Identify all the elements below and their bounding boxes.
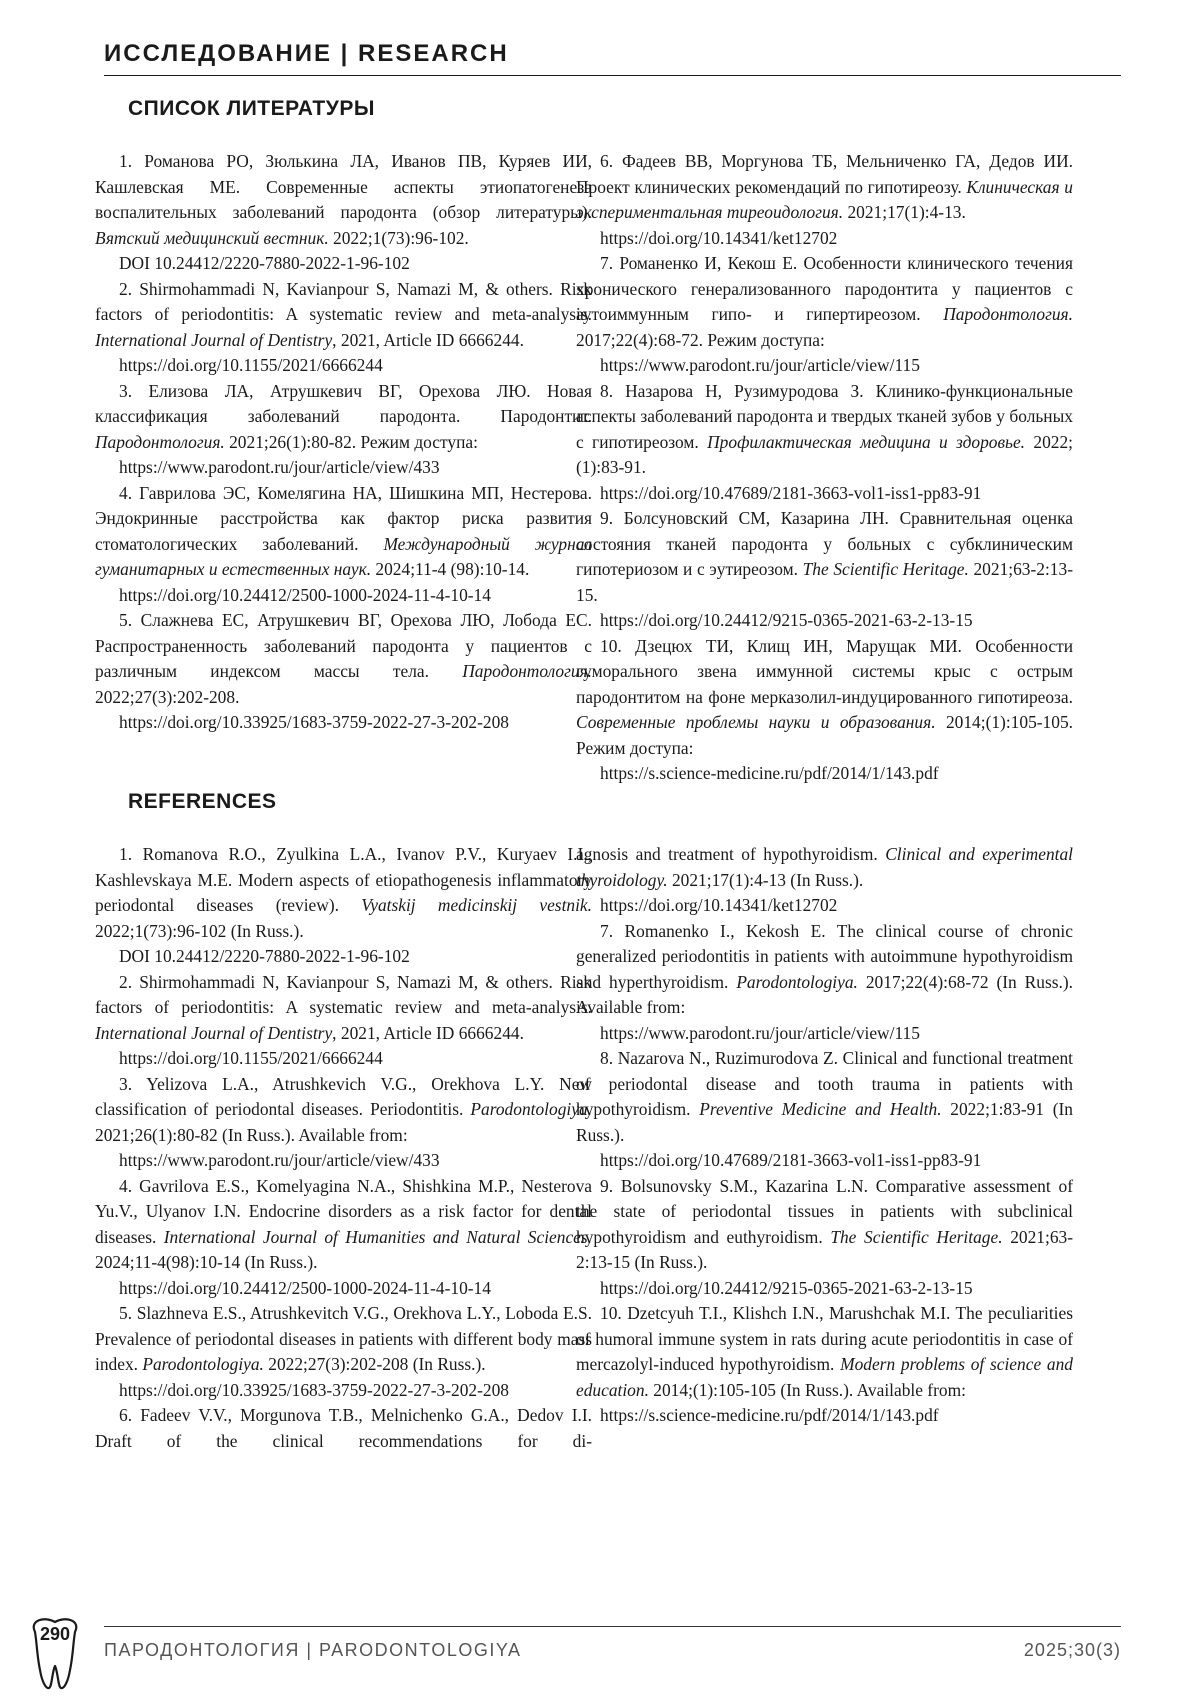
reference-item: 5. Слажнева ЕС, Атрушкевич ВГ, Орехова ЛЮ, Лобода ЕС. Распространенность заболеваний пародонта у пациентов с различным индексом массы тела. Пародонтология. 2022;27(3):202-208.: [95, 608, 592, 710]
issue-info: 2025;30(3): [1024, 1640, 1121, 1661]
reference-doi: https://s.science-medicine.ru/pdf/2014/1/143.pdf: [576, 761, 1073, 787]
reference-doi: DOI 10.24412/2220-7880-2022-1-96-102: [95, 944, 592, 970]
reference-doi: https://doi.org/10.24412/9215-0365-2021-63-2-13-15: [576, 608, 1073, 634]
reference-item: 5. Slazhneva E.S., Atrushkevitch V.G., Orekhova L.Y., Loboda E.S. Prevalence of periodontal diseases in patients with different body mass index. Parodontologiya. 2022;27(3):202-208 (In Russ.).: [95, 1301, 592, 1378]
section-header: ИССЛЕДОВАНИЕ | RESEARCH: [104, 40, 1121, 76]
reference-doi: https://doi.org/10.14341/ket12702: [576, 226, 1073, 252]
journal-name: ПАРОДОНТОЛОГИЯ | PARODONTOLOGIYA: [104, 1640, 522, 1661]
page-footer: [104, 1626, 1121, 1673]
reference-item: 7. Romanenko I., Kekosh E. The clinical course of chronic generalized periodontitis in patients with autoimmune hypothyroidism and hyperthyroidism. Parodontologiya. 2017;22(4):68-72 (In Russ.). Available from:: [576, 919, 1073, 1021]
reference-doi: https://doi.org/10.33925/1683-3759-2022-27-3-202-208: [95, 710, 592, 736]
reference-item: 6. Фадеев ВВ, Моргунова ТБ, Мельниченко ГА, Дедов ИИ. Проект клинических рекомендаций по гипотиреозу. Клиническая и экспериментальная тиреоидология. 2021;17(1):4-13.: [576, 149, 1073, 226]
reference-item: 10. Dzetcyuh T.I., Klishch I.N., Marushchak M.I. The peculiarities of humoral immune system in rats during acute periodontitis in case of mercazolyl-induced hypothyroidism. Modern problems of science and education. 2014;(1):105-105 (In Russ.). Available from:: [576, 1301, 1073, 1403]
en-references-left-column: [95, 842, 592, 1454]
reference-item: 8. Назарова Н, Рузимуродова З. Клинико-функциональные аспекты заболеваний пародонта и твердых тканей зубов у больных с гипотиреозом. Профилактическая медицина и здоровье. 2022;(1):83-91.: [576, 379, 1073, 481]
reference-doi: https://doi.org/10.24412/2500-1000-2024-11-4-10-14: [95, 1276, 592, 1302]
reference-doi: https://doi.org/10.24412/2500-1000-2024-11-4-10-14: [95, 583, 592, 609]
ru-references-left-column: [95, 149, 592, 736]
reference-doi: https://doi.org/10.14341/ket12702: [576, 893, 1073, 919]
reference-item: 2. Shirmohammadi N, Kavianpour S, Namazi M, & others. Risk factors of periodontitis: A systematic review and meta-analysis. International Journal of Dentistry, 2021, Article ID 6666244.: [95, 970, 592, 1047]
reference-item: 9. Болсуновский СМ, Казарина ЛН. Сравнительная оценка состояния тканей пародонта у больных с субклиническим гипотериозом и с эутиреозом. The Scientific Heritage. 2021;63-2:13-15.: [576, 506, 1073, 608]
reference-item: 1. Romanova R.O., Zyulkina L.A., Ivanov P.V., Kuryaev I.I., Kashlevskaya M.E. Modern aspects of etiopathogenesis inflammatory periodontal diseases (review). Vyatskij medicinskij vestnik. 2022;1(73):96-102 (In Russ.).: [95, 842, 592, 944]
reference-doi: https://doi.org/10.33925/1683-3759-2022-27-3-202-208: [95, 1378, 592, 1404]
reference-doi: DOI 10.24412/2220-7880-2022-1-96-102: [95, 251, 592, 277]
ru-references-title: СПИСОК ЛИТЕРАТУРЫ: [128, 97, 375, 121]
reference-doi: https://doi.org/10.1155/2021/6666244: [95, 1046, 592, 1072]
reference-item: 1. Романова РО, Зюлькина ЛА, Иванов ПВ, Куряев ИИ, Кашлевская МЕ. Современные аспекты этиопатогенеза воспалительных заболеваний пародонта (обзор литературы). Вятский медицинский вестник. 2022;1(73):96-102.: [95, 149, 592, 251]
reference-doi: https://doi.org/10.1155/2021/6666244: [95, 353, 592, 379]
reference-item-continued: agnosis and treatment of hypothyroidism. Clinical and experimental thyroidology. 2021;17(1):4-13 (In Russ.).: [576, 842, 1073, 893]
reference-doi: https://www.parodont.ru/jour/article/view/433: [95, 455, 592, 481]
page-number: 290: [26, 1624, 84, 1645]
reference-item: 4. Gavrilova E.S., Komelyagina N.A., Shishkina M.P., Nesterova Yu.V., Ulyanov I.N. Endocrine disorders as a risk factor for dental diseases. International Journal of Humanities and Natural Sciences. 2024;11-4(98):10-14 (In Russ.).: [95, 1174, 592, 1276]
reference-item: 4. Гаврилова ЭС, Комелягина НА, Шишкина МП, Нестерова. Эндокринные расстройства как фактор риска развития стоматологических заболеваний. Международный журнал гуманитарных и естественных наук. 2024;11-4 (98):10-14.: [95, 481, 592, 583]
reference-item: 8. Nazarova N., Ruzimurodova Z. Clinical and functional treatment of periodontal disease and tooth trauma in patients with hypothyroidism. Preventive Medicine and Health. 2022;1:83-91 (In Russ.).: [576, 1046, 1073, 1148]
reference-item: 2. Shirmohammadi N, Kavianpour S, Namazi M, & others. Risk factors of periodontitis: A systematic review and meta-analysis. International Journal of Dentistry, 2021, Article ID 6666244.: [95, 277, 592, 354]
reference-item: 6. Fadeev V.V., Morgunova T.B., Melnichenko G.A., Dedov I.I. Draft of the clinical recommendations for di-: [95, 1403, 592, 1454]
reference-item: 3. Елизова ЛА, Атрушкевич ВГ, Орехова ЛЮ. Новая классификация заболеваний пародонта. Пародонтит. Пародонтология. 2021;26(1):80-82. Режим доступа:: [95, 379, 592, 456]
reference-item: 7. Романенко И, Кекош Е. Особенности клинического течения хронического генерализованного пародонтита у пациентов с аутоиммунным гипо- и гипертиреозом. Пародонтология. 2017;22(4):68-72. Режим доступа:: [576, 251, 1073, 353]
ru-references-right-column: [576, 149, 1073, 787]
en-references-title: REFERENCES: [128, 790, 277, 814]
reference-item: 10. Дзецюх ТИ, Клищ ИН, Марущак МИ. Особенности гуморального звена иммунной системы крыс с острым пародонтитом на фоне мерказолил-индуцированного гипотиреоза. Современные проблемы науки и образования. 2014;(1):105-105. Режим доступа:: [576, 634, 1073, 762]
reference-doi: https://s.science-medicine.ru/pdf/2014/1/143.pdf: [576, 1403, 1073, 1429]
en-references-right-column: [576, 842, 1073, 1429]
reference-doi: https://doi.org/10.47689/2181-3663-vol1-iss1-pp83-91: [576, 481, 1073, 507]
reference-doi: https://doi.org/10.24412/9215-0365-2021-63-2-13-15: [576, 1276, 1073, 1302]
reference-item: 3. Yelizova L.A., Atrushkevich V.G., Orekhova L.Y. New classification of periodontal diseases. Periodontitis. Parodontologiya. 2021;26(1):80-82 (In Russ.). Available from:: [95, 1072, 592, 1149]
reference-doi: https://doi.org/10.47689/2181-3663-vol1-iss1-pp83-91: [576, 1148, 1073, 1174]
reference-item: 9. Bolsunovsky S.M., Kazarina L.N. Comparative assessment of the state of periodontal tissues in patients with subclinical hypothyroidism and euthyroidism. The Scientific Heritage. 2021;63-2:13-15 (In Russ.).: [576, 1174, 1073, 1276]
reference-doi: https://www.parodont.ru/jour/article/view/115: [576, 1021, 1073, 1047]
reference-doi: https://www.parodont.ru/jour/article/view/433: [95, 1148, 592, 1174]
reference-doi: https://www.parodont.ru/jour/article/view/115: [576, 353, 1073, 379]
